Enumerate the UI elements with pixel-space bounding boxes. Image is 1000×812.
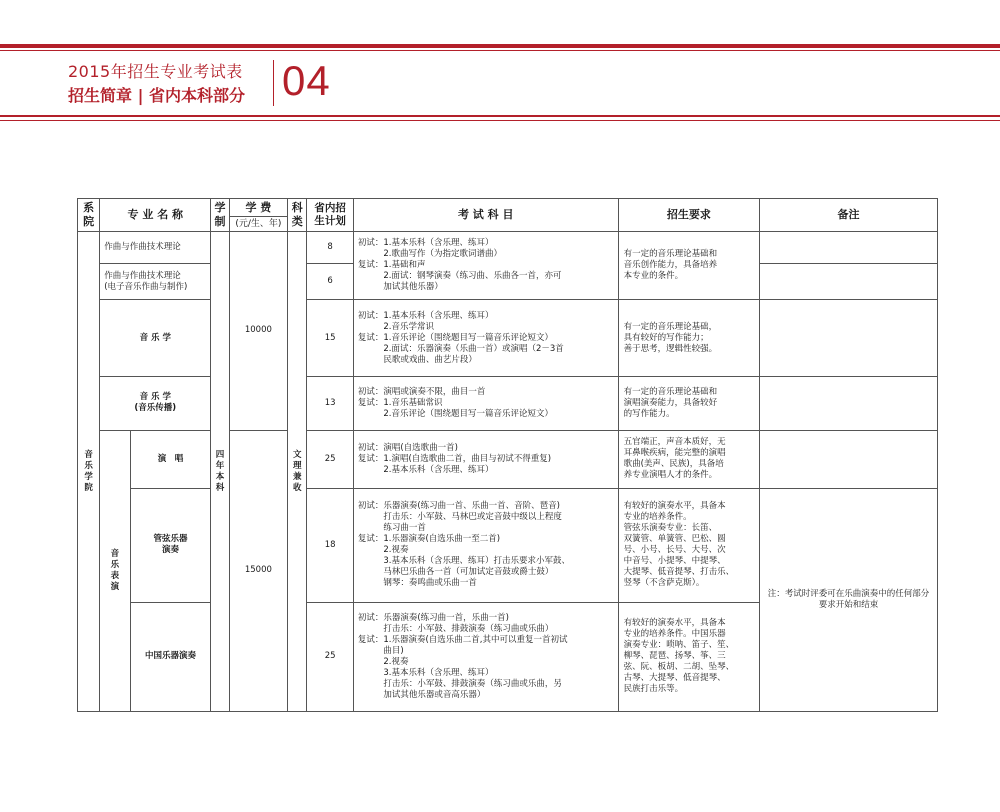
exam-subjects: 初试：乐器演奏(练习曲一首、乐曲一首、音阶、琶音) 打击乐：小军鼓、马林巴或定音鼓中级以上程度 练习曲一首 复试：1.乐器演奏(自选乐曲一至二首) 2.视奏 3.基本乐科（含乐理、练耳）打击乐要求小军鼓、 马林巴乐曲各一首（可加试定音鼓或爵士鼓） 钢琴：奏鸣曲或乐曲一首	[353, 489, 618, 602]
dept-cell: 音 乐 学 院	[78, 232, 100, 712]
header-duration: 学 制	[211, 199, 229, 232]
remarks-cell	[760, 376, 938, 430]
header-title: 2015年招生专业考试表	[68, 62, 243, 81]
major-name: 中国乐器演奏	[130, 602, 211, 711]
category-cell: 文 理 兼 收	[288, 232, 307, 712]
header-remarks: 备注	[760, 199, 938, 232]
admission-exam-table	[77, 198, 938, 712]
remarks-cell	[760, 300, 938, 376]
quota-value: 13	[307, 376, 353, 430]
major-name: 音 乐 学	[100, 300, 211, 376]
header-divider	[273, 60, 274, 106]
header-quota: 省内招 生计划	[307, 199, 353, 232]
exam-subjects: 初试：1.基本乐科（含乐理、练耳） 2.音乐学常识 复试：1.音乐评论（围绕题目写一篇音乐评论短文） 2.面试：乐器演奏（乐曲一首）或演唱（2－3首 民歌或戏曲、曲艺片段）	[353, 300, 618, 376]
quota-value: 15	[307, 300, 353, 376]
major-name: 作曲与作曲技术理论 (电子音乐作曲与制作)	[100, 264, 211, 300]
exam-subjects: 初试：演唱或演奏不限，曲目一首 复试：1.音乐基础常识 2.音乐评论（围绕题目写一篇音乐评论短文）	[353, 376, 618, 430]
header-fee: 学 费	[229, 199, 288, 217]
remarks-cell	[760, 264, 938, 300]
header-major: 专 业 名 称	[100, 199, 211, 232]
quota-value: 18	[307, 489, 353, 602]
major-name: 演 唱	[130, 430, 211, 488]
header-fee-unit: (元/生、年)	[229, 217, 288, 232]
quota-value: 8	[307, 232, 353, 264]
major-name: 管弦乐器 演奏	[130, 489, 211, 602]
quota-value: 25	[307, 430, 353, 488]
header-subtitle: 招生简章 | 省内本科部分	[68, 86, 245, 105]
exam-subjects: 初试：演唱(自选歌曲一首) 复试：1.演唱(自选歌曲二首，曲目与初试不得重复) 2.基本乐科（含乐理、练耳）	[353, 430, 618, 488]
page-number: 04	[282, 57, 331, 104]
admission-requirements: 有一定的音乐理论基础和 演唱演奏能力，具备较好 的写作能力。	[618, 376, 759, 430]
exam-subjects: 初试：乐器演奏(练习曲一首，乐曲一首) 打击乐：小军鼓、排鼓演奏（练习曲或乐曲） 复试：1.乐器演奏(自选乐曲二首,其中可以重复一首初试 曲目) 2.视奏 3.基本乐科（含乐理、练耳） 打击乐：小军鼓、排鼓演奏（练习曲或乐曲，另 加试其他乐器或音高乐器）	[353, 602, 618, 711]
fee-value: 15000	[229, 430, 288, 711]
duration-cell: 四 年 本 科	[211, 232, 229, 712]
header-rule-top-thin	[0, 50, 1000, 51]
header-category: 科 类	[288, 199, 307, 232]
header-rule-bottom-thin	[0, 120, 1000, 121]
admission-requirements: 有较好的演奏水平，具备本 专业的培养条件。中国乐器 演奏专业：唢呐、笛子、笙、 柳琴、琵琶、扬琴、筝、三 弦、阮、板胡、二胡、坠琴、 古琴、大提琴、低音提琴、 民族打击乐等。	[618, 602, 759, 711]
quota-value: 25	[307, 602, 353, 711]
major-name: 作曲与作曲技术理论	[100, 232, 211, 264]
header-dept: 系 院	[78, 199, 100, 232]
remarks-note: 注：考试时评委可在乐曲演奏中的任何部分要求开始和结束	[760, 489, 938, 712]
group-label: 音 乐 表 演	[100, 430, 130, 711]
header-subjects: 考 试 科 目	[353, 199, 618, 232]
header-rule-bottom	[0, 115, 1000, 117]
header-requirements: 招生要求	[618, 199, 759, 232]
major-name: 音 乐 学 (音乐传播)	[100, 376, 211, 430]
admission-requirements: 有较好的演奏水平，具备本 专业的培养条件。 管弦乐演奏专业：长笛、 双簧管、单簧管、巴松、圆 号、小号、长号、大号、次 中音号、小提琴、中提琴、 大提琴、低音提琴、打击乐、 竖琴（不含萨克斯）。	[618, 489, 759, 602]
exam-subjects: 初试：1.基本乐科（含乐理、练耳） 2.歌曲写作（为指定歌词谱曲） 复试：1.基础和声 2.面试：钢琴演奏（练习曲、乐曲各一首，亦可 加试其他乐器）	[353, 232, 618, 300]
quota-value: 6	[307, 264, 353, 300]
admission-requirements: 有一定的音乐理论基础， 具有较好的写作能力； 善于思考，逻辑性较强。	[618, 300, 759, 376]
header-rule-top	[0, 44, 1000, 48]
admission-requirements: 有一定的音乐理论基础和 音乐创作能力，具备培养 本专业的条件。	[618, 232, 759, 300]
remarks-cell	[760, 232, 938, 264]
remarks-cell	[760, 430, 938, 488]
fee-value: 10000	[229, 232, 288, 431]
admission-requirements: 五官端正，声音本质好，无 耳鼻喉疾病，能完整的演唱 歌曲(美声、民族)，具备培 养专业演唱人才的条件。	[618, 430, 759, 488]
